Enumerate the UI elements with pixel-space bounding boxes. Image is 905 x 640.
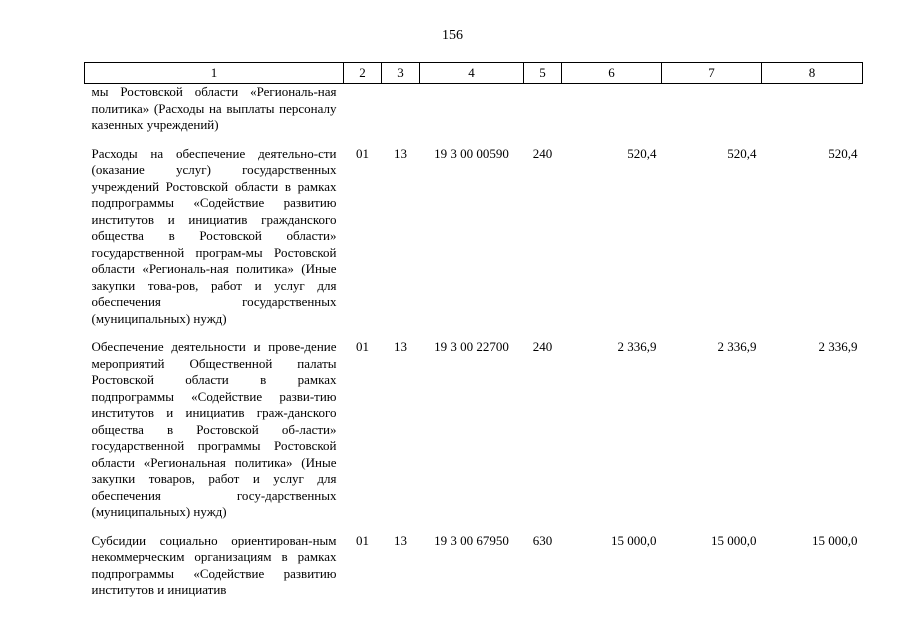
row-amount-col7: 2 336,9: [717, 339, 757, 354]
row-amount-col7: 520,4: [727, 145, 757, 161]
row-description: Субсидии социально ориентирован-ным некоммерческим организациям в рамках подпрограммы «Содействие развитию институтов и инициатив: [91, 532, 337, 597]
row-target-article: 19 3 00 00590: [434, 145, 509, 161]
column-header-8: 8: [762, 63, 863, 84]
row-expense-type: [524, 84, 562, 146]
row-expense-type: 240: [532, 145, 553, 161]
column-header-3: 3: [382, 63, 420, 84]
column-header-2: 2: [344, 63, 382, 84]
row-amount-col8: [762, 84, 863, 146]
table-row: [85, 339, 863, 533]
row-amount-col6: [562, 84, 662, 146]
row-subsection: [382, 84, 420, 146]
row-subsection: 13: [394, 145, 407, 161]
row-amount-col8: 15 000,0: [812, 532, 858, 548]
page-number: 156: [442, 28, 463, 43]
row-subsection: 13: [394, 532, 407, 548]
row-amount-col8: 520,4: [828, 145, 858, 161]
row-amount-col6: 2 336,9: [617, 339, 657, 354]
row-target-article: [420, 84, 524, 146]
table-header: [85, 63, 863, 84]
column-header-1: 1: [85, 63, 344, 84]
row-amount-col6: 15 000,0: [611, 532, 657, 548]
row-description: мы Ростовской области «Региональ-ная политика» (Расходы на выплаты персоналу казенных учреждений): [91, 84, 337, 132]
row-subsection: 13: [394, 339, 407, 354]
budget-table: [84, 62, 863, 611]
row-target-article: 19 3 00 67950: [434, 532, 509, 548]
row-amount-col6: 520,4: [627, 145, 657, 161]
column-header-4: 4: [420, 63, 524, 84]
column-header-6: 6: [562, 63, 662, 84]
table-row: [85, 533, 863, 611]
row-section: 01: [356, 145, 369, 161]
row-expense-type: 240: [532, 339, 553, 354]
column-header-7: 7: [662, 63, 762, 84]
row-section: 01: [356, 532, 369, 548]
row-expense-type: 630: [532, 532, 553, 548]
table-row: [85, 146, 863, 340]
row-amount-col8: 2 336,9: [818, 339, 858, 354]
row-description: Обеспечение деятельности и прове-дение мероприятий Общественной палаты Ростовской области в рамках подпрограммы «Содействие разви-тию институтов и инициатив граж-данского общества в Ростовской об-ласти» государственной программы Ростовской области «Региональная политика» (Иные закупки товаров, работ и услуг для обеспечения госу-дарственных (муниципальных) нужд): [91, 339, 337, 519]
row-amount-col7: [662, 84, 762, 146]
row-target-article: 19 3 00 22700: [434, 339, 509, 354]
row-amount-col7: 15 000,0: [711, 532, 757, 548]
column-header-5: 5: [524, 63, 562, 84]
table-row: [85, 84, 863, 146]
header-row: [85, 63, 863, 84]
table-body: [85, 84, 863, 611]
row-section: 01: [356, 339, 369, 354]
row-description: Расходы на обеспечение деятельно-сти (оказание услуг) государственных учреждений Ростовской области в рамках подпрограммы «Содействие развитию институтов и инициатив гражданского общества в Ростовской области» государственной програм-мы Ростовской области «Региональ-ная политика» (Иные закупки това-ров, работ и услуг для обеспечения государственных (муниципальных) нужд): [91, 145, 337, 326]
row-section: [344, 84, 382, 146]
